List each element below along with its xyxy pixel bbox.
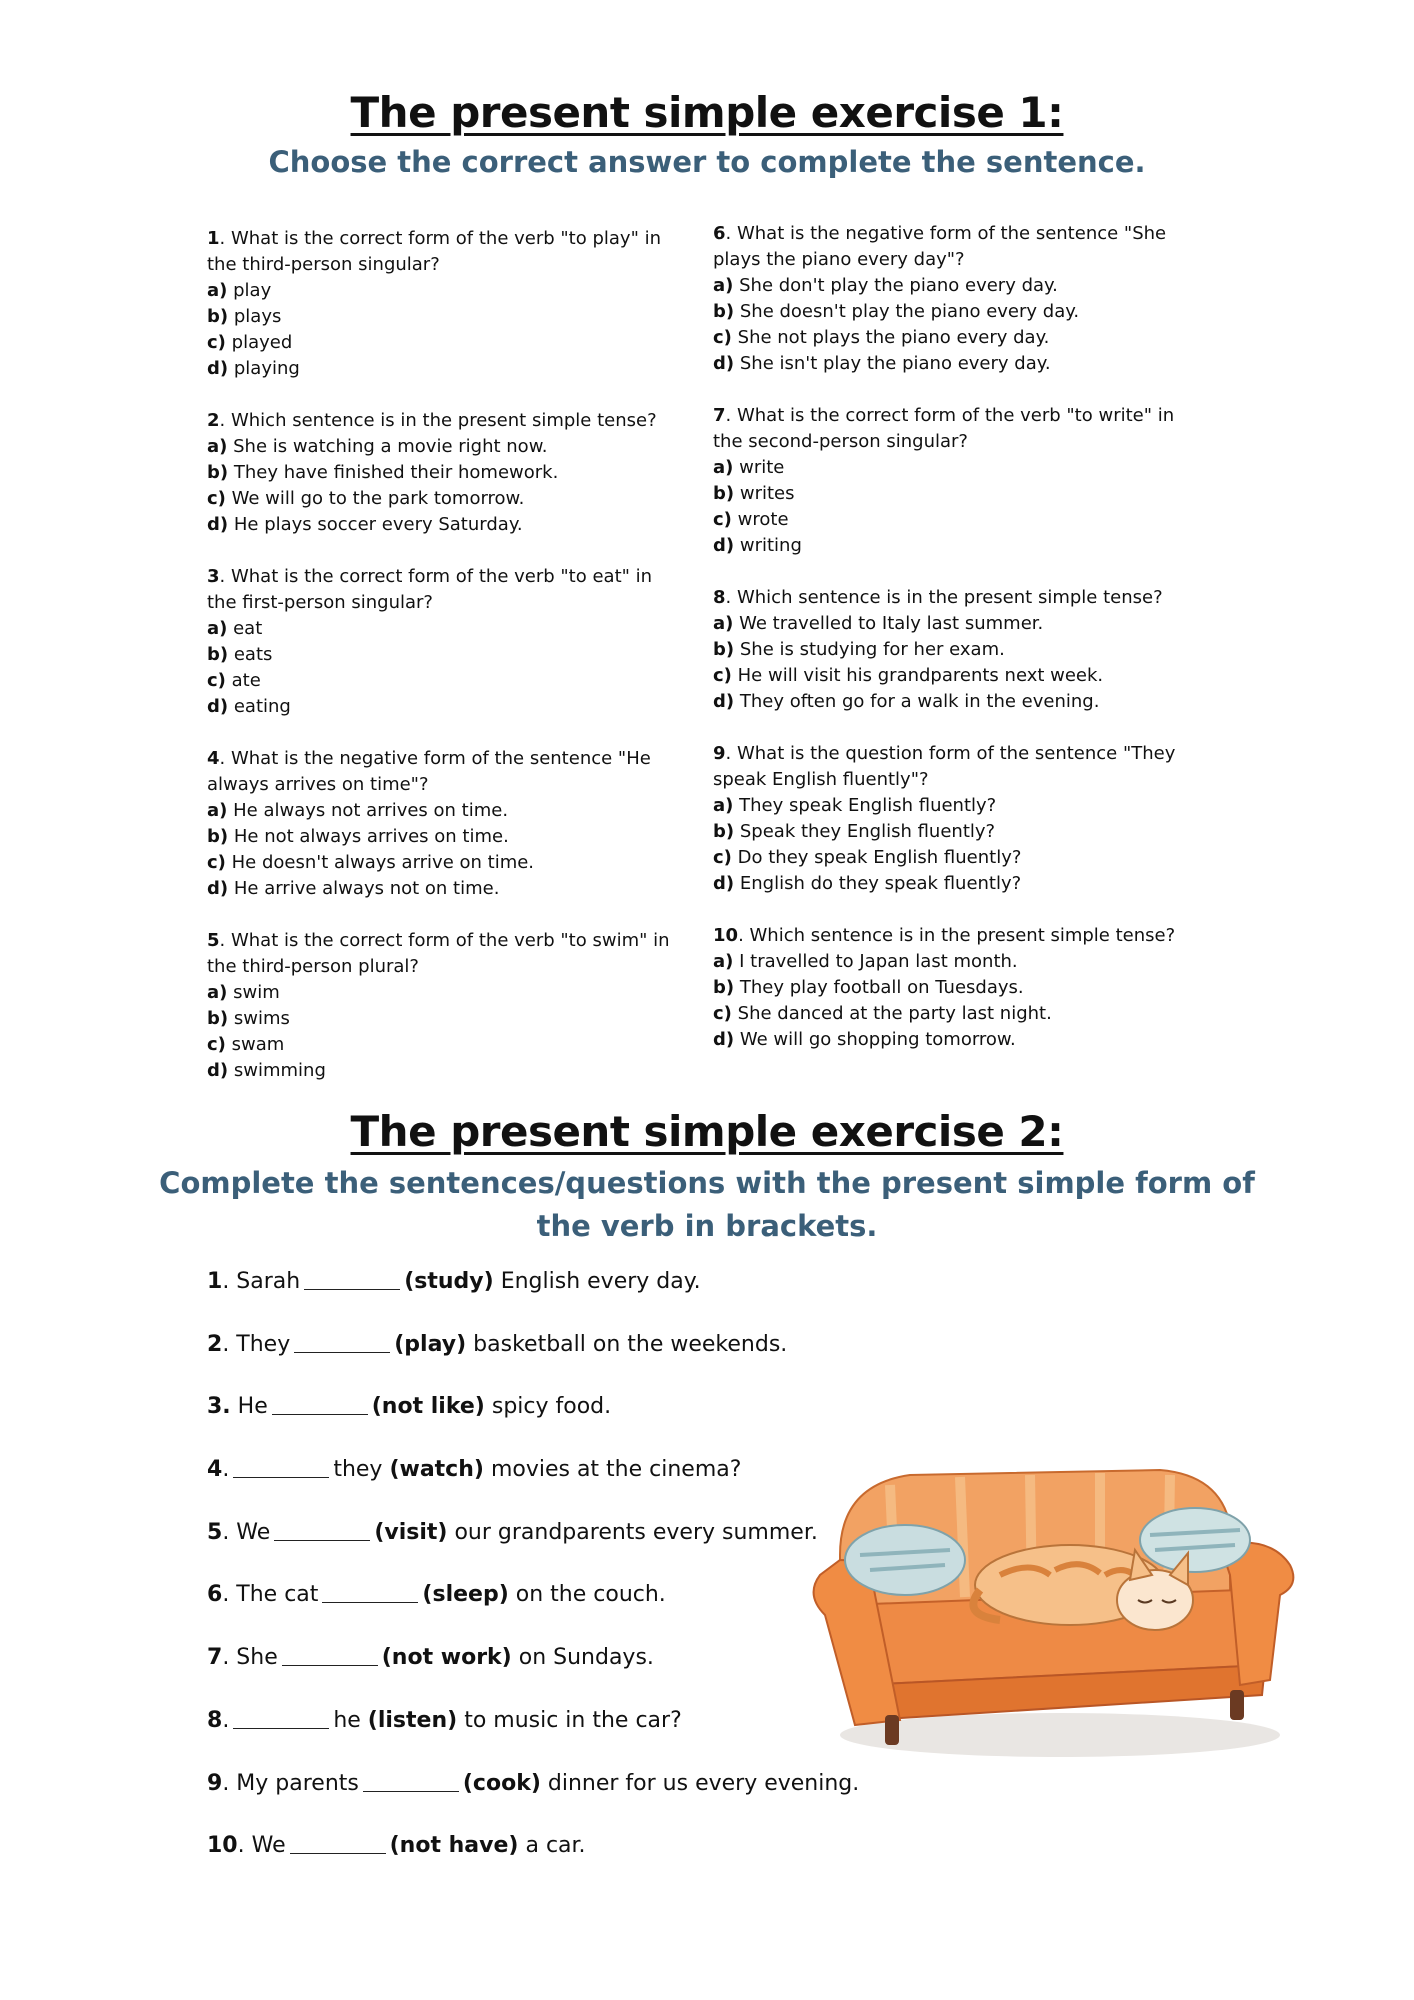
questions-right-column: [713, 221, 1183, 1079]
answer-blank[interactable]: [233, 1706, 329, 1729]
question-1: 1. What is the correct form of the verb "to play" in the third-person singular? a) play b) plays c) played d) playing: [207, 228, 661, 379]
sofa-icon: [800, 1335, 1310, 1845]
exercise1-title: The present simple exercise 1:: [350, 88, 1064, 137]
answer-blank[interactable]: [322, 1580, 418, 1603]
question-6: 6. What is the negative form of the sentence "She plays the piano every day"? a) She don't play the piano every day. b) She doesn't play the piano every day. c) She not plays the piano every day. d) She isn't play the piano every day.: [713, 223, 1167, 374]
exercise2-item-8: 8. he (listen) to music in the car?: [207, 1707, 682, 1733]
exercise2-item-5: 5. We (visit) our grandparents every summer.: [207, 1519, 818, 1545]
exercise2-item-1: 1. Sarah (study) English every day.: [207, 1269, 701, 1294]
exercise1-subtitle: Choose the correct answer to complete the sentence.: [268, 145, 1146, 179]
exercise2-item-4: 4. they (watch) movies at the cinema?: [207, 1457, 742, 1483]
answer-blank[interactable]: [294, 1330, 390, 1353]
question-4: 4. What is the negative form of the sentence "He always arrives on time"? a) He always not arrives on time. b) He not always arrives on time. c) He doesn't always arrive on time. d) He arrive always not on time.: [207, 748, 651, 899]
question-7: 7. What is the correct form of the verb "to write" in the second-person singular? a) write b) writes c) wrote d) writing: [713, 405, 1175, 556]
exercise2-item-9: 9. My parents (cook) dinner for us every evening.: [207, 1770, 860, 1796]
question-3: 3. What is the correct form of the verb "to eat" in the first-person singular? a) eat b) eats c) ate d) eating: [207, 566, 653, 717]
exercise2-subtitle-line2: the verb in brackets.: [536, 1209, 878, 1243]
question-10: 10. Which sentence is in the present simple tense? a) I travelled to Japan last month. b) They play football on Tuesdays. c) She danced at the party last night. d) We will go shopping tomorrow.: [713, 925, 1176, 1050]
answer-blank[interactable]: [304, 1267, 400, 1290]
exercise2-item-7: 7. She (not work) on Sundays.: [207, 1645, 654, 1671]
exercise2-item-3: 3. He (not like) spicy food.: [207, 1394, 612, 1420]
exercise2-item-6: 6. The cat (sleep) on the couch.: [207, 1582, 666, 1608]
question-5: 5. What is the correct form of the verb "to swim" in the third-person plural? a) swim b) swims c) swam d) swimming: [207, 930, 670, 1081]
question-9: 9. What is the question form of the sentence "They speak English fluently"? a) They speak English fluently? b) Speak they English fluently? c) Do they speak English fluently? d) English do they speak fluently?: [713, 743, 1176, 894]
sleeping-cat-on-sofa-illustration: [800, 1335, 1310, 1845]
question-8: 8. Which sentence is in the present simple tense? a) We travelled to Italy last summer. b) She is studying for her exam. c) He will visit his grandparents next week. d) They often go for a walk in the evening.: [713, 587, 1163, 712]
exercise2-title: The present simple exercise 2:: [350, 1107, 1064, 1156]
question-2: 2. Which sentence is in the present simple tense? a) She is watching a movie right now. b) They have finished their homework. c) We will go to the park tomorrow. d) He plays soccer every Saturday.: [207, 410, 657, 535]
answer-blank[interactable]: [290, 1831, 386, 1854]
answer-blank[interactable]: [363, 1769, 459, 1792]
answer-blank[interactable]: [274, 1518, 370, 1541]
exercise2-item-10: 10. We (not have) a car.: [207, 1833, 586, 1859]
exercise2-item-2: 2. They (play) basketball on the weekends.: [207, 1331, 788, 1357]
exercise2-subtitle-line1: Complete the sentences/questions with the present simple form of: [159, 1166, 1255, 1200]
answer-blank[interactable]: [282, 1643, 378, 1666]
answer-blank[interactable]: [233, 1455, 329, 1478]
exercise2-subtitle: [0, 1162, 1414, 1248]
questions-left-column: [207, 226, 677, 1110]
answer-blank[interactable]: [272, 1392, 368, 1415]
exercise2-list: [207, 1267, 859, 1894]
